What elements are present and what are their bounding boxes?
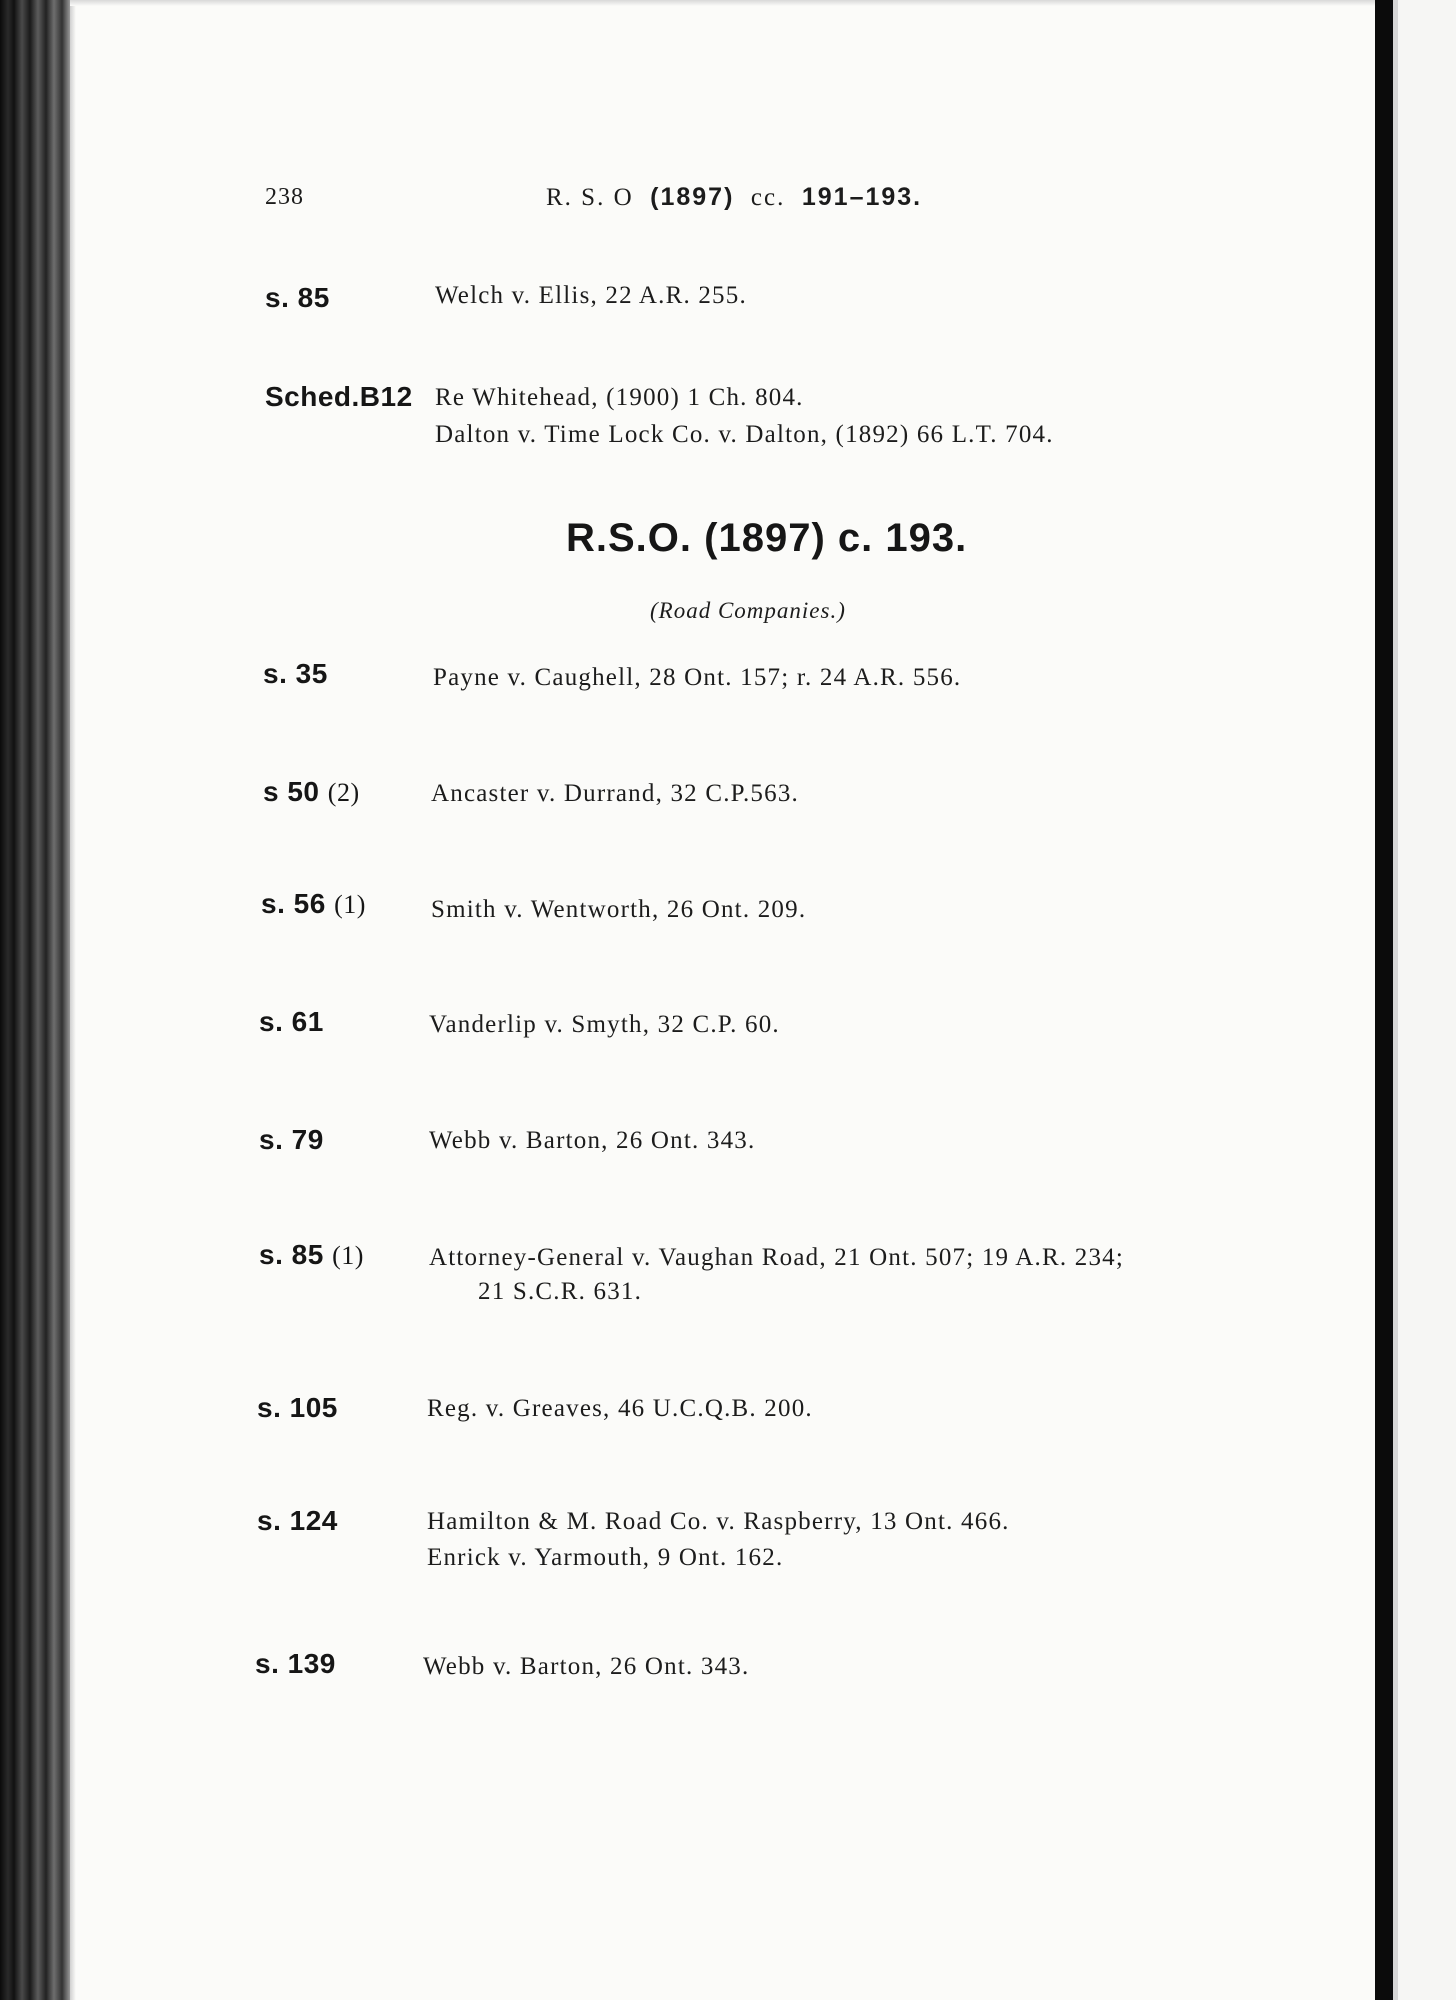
citation: Re Whitehead, (1900) 1 Ch. 804.	[435, 384, 804, 411]
section-label: s. 85	[265, 282, 330, 313]
citation: Hamilton & M. Road Co. v. Raspberry, 13 Ont. 466.	[427, 1508, 1010, 1535]
section-label: s. 139	[255, 1648, 336, 1679]
citation: Dalton v. Time Lock Co. v. Dalton, (1892) 66 L.T. 704.	[435, 421, 1054, 448]
book-spine-edge	[0, 0, 70, 2000]
page-number: 238	[265, 184, 304, 210]
citation: Webb v. Barton, 26 Ont. 343.	[423, 1653, 750, 1680]
section-label: s. 105	[257, 1392, 338, 1423]
page-gutter	[1375, 0, 1393, 2000]
citation: 21 S.C.R. 631.	[478, 1278, 643, 1305]
section-label: s. 79	[259, 1124, 324, 1155]
citation: Ancaster v. Durrand, 32 C.P.563.	[431, 780, 799, 807]
running-header	[546, 183, 922, 212]
citation: Webb v. Barton, 26 Ont. 343.	[429, 1127, 756, 1154]
section-label: Sched.B12	[265, 381, 413, 412]
section-label: s. 35	[263, 658, 328, 689]
facing-page-edge	[1393, 0, 1456, 2000]
section-label: s. 124	[257, 1505, 338, 1536]
citation: Smith v. Wentworth, 26 Ont. 209.	[431, 896, 807, 923]
section-label: s. 61	[259, 1006, 324, 1037]
section-label: s. 56 (1)	[261, 888, 366, 919]
header-cc: cc.	[750, 184, 786, 211]
citation: Enrick v. Yarmouth, 9 Ont. 162.	[427, 1544, 784, 1571]
chapter-subheading: (Road Companies.)	[650, 598, 846, 623]
chapter-heading: R.S.O. (1897) c. 193.	[566, 516, 968, 560]
citation: Vanderlip v. Smyth, 32 C.P. 60.	[429, 1011, 780, 1038]
citation: Welch v. Ellis, 22 A.R. 255.	[435, 282, 747, 309]
section-label: s 50 (2)	[263, 776, 360, 807]
citation: Payne v. Caughell, 28 Ont. 157; r. 24 A.R. 556.	[433, 664, 962, 691]
header-year: (1897)	[650, 183, 735, 211]
header-chapters: 191–193.	[801, 183, 923, 211]
header-prefix: R. S. O	[546, 184, 634, 211]
citation: Reg. v. Greaves, 46 U.C.Q.B. 200.	[427, 1395, 813, 1422]
section-label: s. 85 (1)	[259, 1239, 364, 1270]
citation: Attorney-General v. Vaughan Road, 21 Ont. 507; 19 A.R. 234;	[429, 1244, 1125, 1271]
